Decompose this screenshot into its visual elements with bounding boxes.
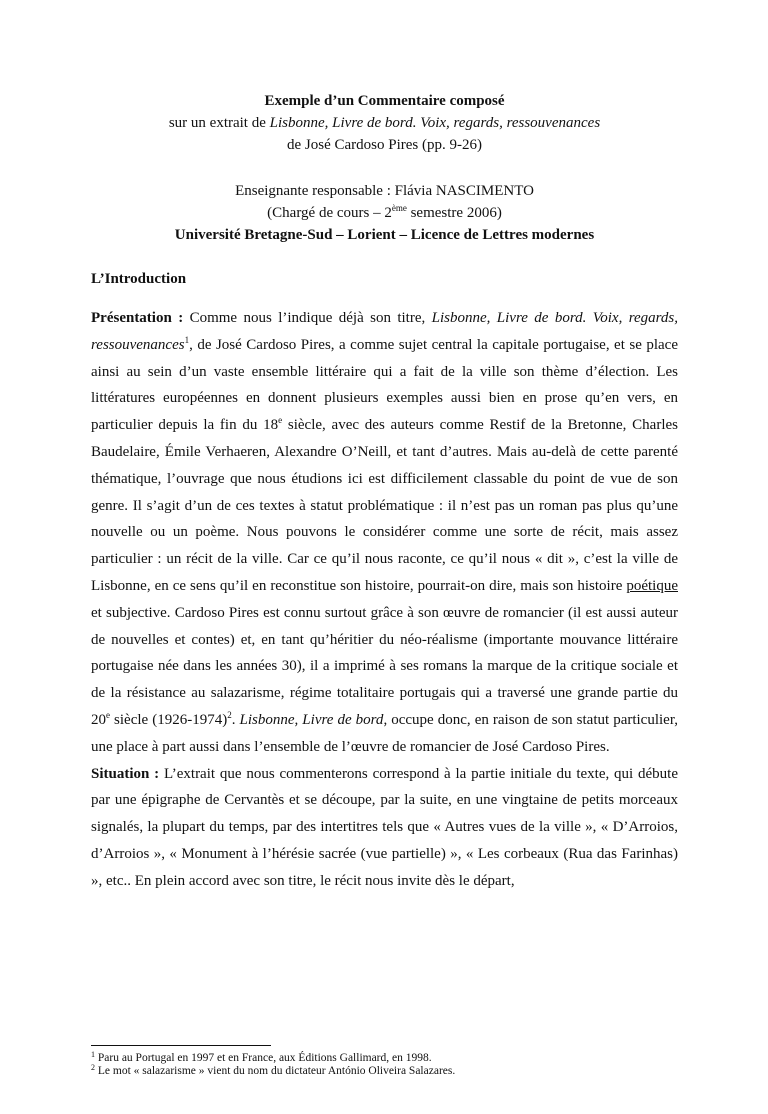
footnote-number: 2	[91, 1063, 95, 1072]
text-run: , occupe donc, en raison de son statut particulier, une place à part aussi dans l’ensemble de l’œuvre de romancier de José Cardoso Pires.	[91, 711, 678, 755]
century-superscript: e	[278, 415, 283, 426]
text-run: Comme nous l’indique déjà son titre,	[183, 310, 432, 326]
presentation-label: Présentation :	[91, 310, 184, 326]
document-title: Exemple d’un Commentaire composé	[264, 93, 505, 109]
footnotes	[91, 1052, 678, 1078]
subtitle-work-line	[91, 112, 678, 134]
footnote-1	[91, 1052, 678, 1065]
work-title-inline: Lisbonne, Livre de bord. Voix, regards, ressouvenances	[91, 310, 679, 353]
underlined-word: poétique	[626, 577, 678, 594]
text-run: L’extrait que nous commenterons correspond à la partie initiale du texte, qui débute par une épigraphe de Cervantès et se découpe, par la suite, en une vingtaine de petits morceaux signalés, la plupart du temps, par des intertitres tels que « Autres vues de la ville », « D’Arroios, d’Arroios », « Monument à l’hérésie sacrée (vue partielle) », « Les corbeaux (Rua das Farinhas) », etc.. En plein accord avec son titre, le récit nous invite dès le départ,	[91, 765, 678, 889]
text-run: et subjective. Cardoso Pires est connu surtout grâce à son œuvre de romancier (il est aussi auteur de nouvelles et contes) et, en tant qu’héritier du néo-réalisme (importante mouvance littéraire portugaise née dans les années 30), il a imprimé à ses romans la marque de la critique sociale et de la résistance au salazarisme, régime totalitaire portugais qui a traversé une grande partie du 20	[91, 604, 678, 728]
document-page	[0, 90, 768, 1114]
text-run: siècle (1926-1974)	[110, 711, 228, 728]
century-superscript: e	[106, 709, 110, 720]
text-run: .	[231, 711, 240, 728]
role-line	[91, 202, 678, 224]
role-superscript: ème	[391, 203, 407, 213]
subtitle-prefix: sur un extrait de	[168, 115, 270, 131]
text-run: , de José Cardoso Pires, a comme sujet central la capitale portugaise, et se place ainsi au sein d’un vaste ensemble littéraire qui a fait de la ville son thème d’élection. Les littératures européennes en donnent plusieurs exemples aussi bien en prose qu’en vers, en particulier depuis la fin du 18	[91, 336, 678, 434]
subtitle-author-line: de José Cardoso Pires (pp. 9-26)	[287, 137, 482, 153]
work-title: Lisbonne, Livre de bord. Voix, regards, ressouvenances	[269, 115, 601, 131]
university-line: Université Bretagne-Sud – Lorient – Licence de Lettres modernes	[174, 227, 595, 243]
footnote-divider	[91, 1045, 271, 1046]
footnote-text: Paru au Portugal en 1997 et en France, aux Éditions Gallimard, en 1998.	[95, 1052, 432, 1064]
footnote-2	[91, 1065, 678, 1078]
section-heading: L’Introduction	[91, 271, 187, 287]
work-title-inline: Lisbonne, Livre de bord	[239, 711, 384, 728]
paragraph-situation	[91, 761, 678, 895]
role-suffix: semestre 2006)	[406, 205, 502, 221]
teacher-line: Enseignante responsable : Flávia NASCIMENTO	[235, 183, 534, 199]
footnote-ref-1[interactable]: 1	[184, 334, 190, 345]
role-prefix: (Chargé de cours – 2	[267, 205, 392, 221]
text-run: siècle, avec des auteurs comme Restif de la Bretonne, Charles Baudelaire, Émile Verhaeren, Alexandre O’Neill, et tant d’autres. Mais au-delà de cette parenté thématique, l’ouvrage que nous étudions ici est difficilement classable du point de vue de son genre. Il s’agit d’un de ces textes à statut problématique : il n’est pas un roman pas plus qu’une nouvelle ou un poème. Nous pouvons le considérer comme une sorte de récit, mais assez particulier : un récit de la ville. Car ce qu’il nous raconte, ce qu’il nous « dit », c’est la ville de Lisbonne, en ce sens qu’il en reconstitue son histoire, pourrait-on dire, mais son histoire	[91, 417, 678, 594]
footnote-ref-2[interactable]: 2	[227, 709, 232, 720]
footnote-text: Le mot « salazarisme » vient du nom du dictateur António Oliveira Salazares.	[95, 1065, 456, 1077]
situation-label: Situation :	[91, 765, 160, 782]
paragraph-presentation	[91, 305, 678, 761]
footnote-number: 1	[91, 1050, 95, 1059]
